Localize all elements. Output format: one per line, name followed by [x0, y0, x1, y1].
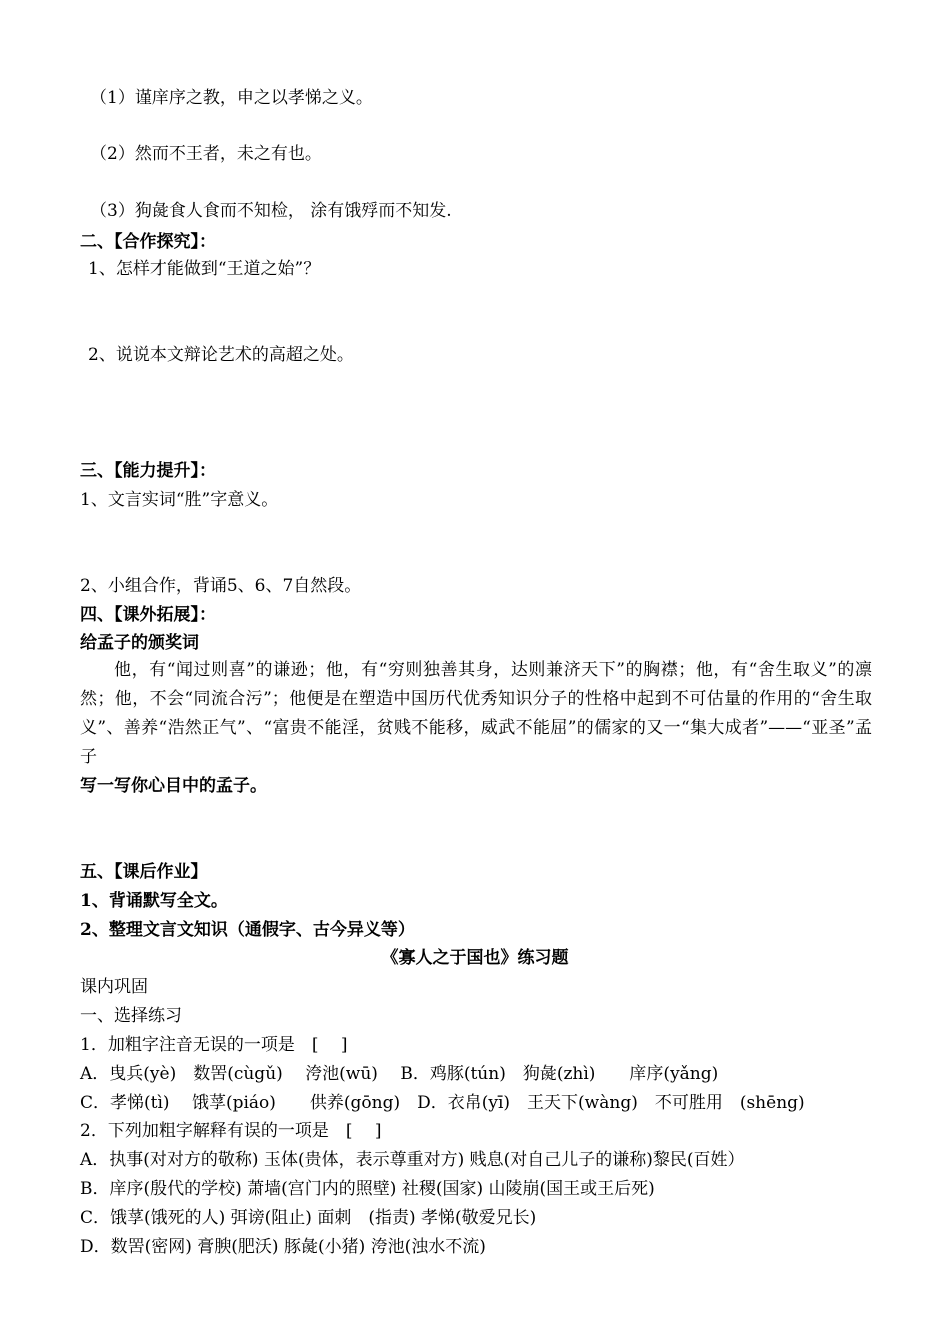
exercise-question-2: 2．下列加粗字解释有误的一项是 [ ] — [80, 1121, 382, 1141]
section-heading-cooperation: 二、【合作探究】： — [80, 232, 216, 252]
ability-question-2: 2、小组合作，背诵5、6、7自然段。 — [80, 576, 362, 596]
homework-item-2: 2、整理文言文知识（通假字、古今异义等） — [80, 920, 415, 940]
exercise-q2-option-a: A．执事(对对方的敬称) 玉体(贵体，表示尊重对方) 贱息(对自己儿子的谦称)黎民(百姓） — [80, 1150, 745, 1170]
award-title: 给孟子的颁奖词 — [80, 633, 199, 653]
homework-item-1: 1、背诵默写全文。 — [80, 891, 228, 911]
exercise-subheading-1: 课内巩固 — [80, 977, 148, 997]
question-3: （3）狗彘食人食而不知检， 涂有饿殍而不知发. — [90, 201, 452, 221]
exercise-title: 《寡人之于国也》练习题 — [381, 948, 569, 968]
exercise-q2-option-c: C．饿莩(饿死的人) 弭谤(阻止) 面刺 (指责) 孝悌(敬爱兄长) — [80, 1208, 537, 1228]
exercise-q1-options-cd: C．孝悌(tì) 饿莩(piáo) 供养(gōng) D．衣帛(yī) 王天下(wàng) 不可胜用 (shēng) — [80, 1093, 805, 1113]
section-heading-homework: 五、【课后作业】 — [80, 862, 208, 882]
question-2: （2）然而不王者，未之有也。 — [90, 144, 322, 164]
section-heading-extension: 四、【课外拓展】： — [80, 605, 216, 625]
cooperation-question-1: 1、怎样才能做到“王道之始”？ — [88, 259, 321, 279]
exercise-q2-option-d: D．数罟(密网) 膏腴(肥沃) 豚彘(小猪) 洿池(浊水不流) — [80, 1237, 486, 1257]
exercise-question-1: 1．加粗字注音无误的一项是 [ ] — [80, 1035, 348, 1055]
question-1: （1）谨庠序之教，申之以孝悌之义。 — [90, 88, 373, 108]
exercise-q2-option-b: B．庠序(殷代的学校) 萧墙(宫门内的照壁) 社稷(国家) 山陵崩(国王或王后死) — [80, 1179, 655, 1199]
ability-question-1: 1、文言实词“胜”字意义。 — [80, 490, 279, 510]
exercise-subheading-2: 一、选择练习 — [80, 1006, 182, 1026]
section-heading-ability: 三、【能力提升】： — [80, 461, 216, 481]
cooperation-question-2: 2、说说本文辩论艺术的高超之处。 — [88, 345, 354, 365]
exercise-q1-options-ab: A．曳兵(yè) 数罟(cùgǔ) 洿池(wū) B．鸡豚(tún) 狗彘(zhì) 庠序(yǎng) — [80, 1064, 719, 1084]
writing-task: 写一写你心目中的孟子。 — [80, 776, 267, 796]
award-paragraph: 他，有“闻过则喜”的谦逊；他，有“穷则独善其身，达则兼济天下”的胸襟；他，有“舍生取义”的凛然；他，不会“同流合污”；他便是在塑造中国历代优秀知识分子的性格中起到不可估量的作用的“舍生取义”、善养“浩然正气”、“富贵不能淫，贫贱不能移，威武不能屈”的儒家的又一“集大成者”——“亚圣”孟子 — [80, 660, 872, 767]
